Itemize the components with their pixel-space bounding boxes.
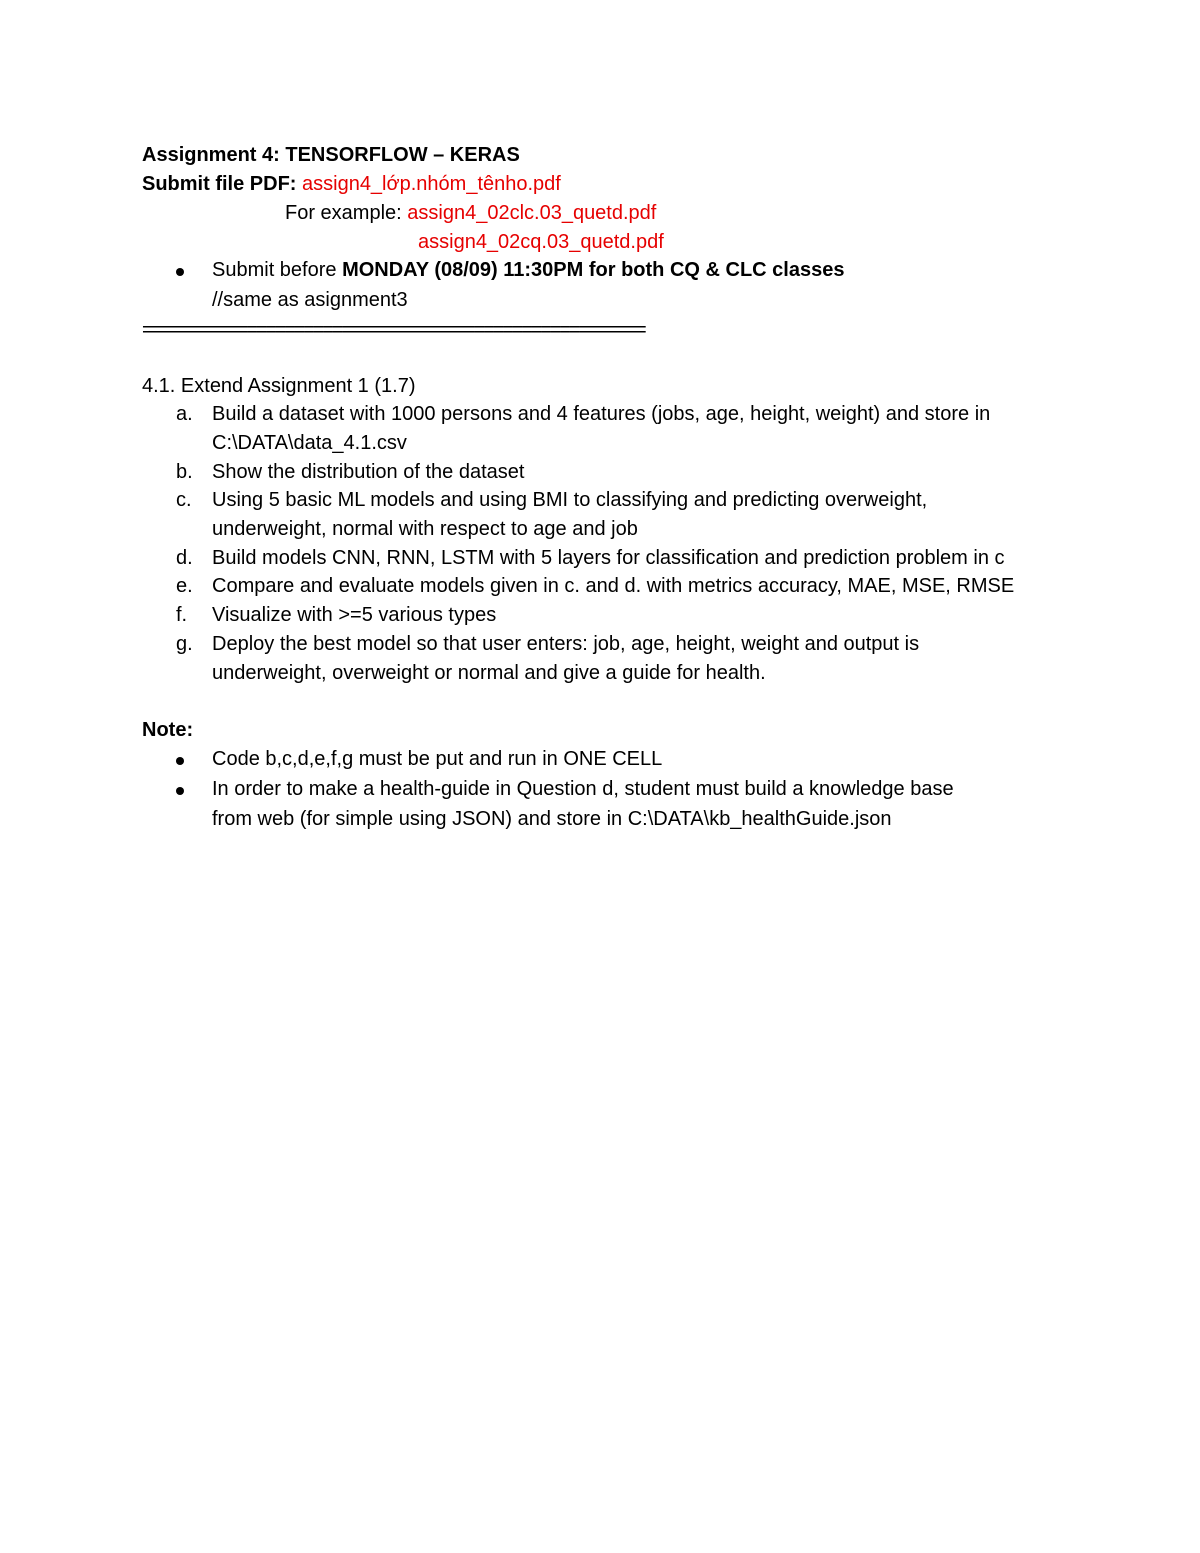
note-bullet-2-cont: from web (for simple using JSON) and store in C:\DATA\kb_healthGuide.json [212, 808, 892, 830]
bullet-dot [176, 787, 184, 795]
deadline-prefix: Submit before [212, 259, 343, 281]
separator-line: ===================================================== [142, 320, 645, 340]
item-a-text: Build a dataset with 1000 persons and 4 features (jobs, age, height, weight) and store in [212, 403, 991, 425]
example-file-2: assign4_02cq.03_quetd.pdf [418, 231, 664, 253]
example-file-1: assign4_02clc.03_quetd.pdf [407, 202, 657, 224]
deadline-date: MONDAY (08/09) 11:30PM for both CQ & CLC classes [342, 259, 845, 281]
example-label: For example: [285, 202, 408, 224]
item-d-text: Build models CNN, RNN, LSTM with 5 layers for classification and prediction problem in c [212, 547, 1005, 569]
item-e-text: Compare and evaluate models given in c. and d. with metrics accuracy, MAE, MSE, RMSE [212, 575, 1015, 597]
item-b-text: Show the distribution of the dataset [212, 461, 525, 483]
submit-file-name: assign4_lớp.nhóm_tênho.pdf [302, 173, 561, 195]
item-f-marker: f. [176, 604, 188, 626]
item-b-marker: b. [176, 461, 193, 483]
bullet-dot [176, 757, 184, 765]
item-a-marker: a. [176, 403, 193, 425]
deadline-line [212, 256, 844, 285]
note-heading: Note: [142, 719, 194, 741]
submit-line [142, 170, 561, 199]
deadline-note: //same as asignment3 [212, 289, 408, 311]
note-bullet-1: Code b,c,d,e,f,g must be put and run in ONE CELL [212, 748, 663, 770]
section-heading: 4.1. Extend Assignment 1 (1.7) [142, 375, 416, 397]
item-e-marker: e. [176, 575, 193, 597]
assignment-title: Assignment 4: TENSORFLOW – KERAS [142, 144, 520, 166]
example-line [285, 199, 656, 228]
item-c-text: Using 5 basic ML models and using BMI to classifying and predicting overweight, [212, 489, 928, 511]
item-g-text-cont: underweight, overweight or normal and give a guide for health. [212, 662, 766, 684]
item-g-marker: g. [176, 633, 193, 655]
note-bullet-2: In order to make a health-guide in Question d, student must build a knowledge base [212, 778, 954, 800]
item-c-marker: c. [176, 489, 192, 511]
item-a-text-cont: C:\DATA\data_4.1.csv [212, 432, 407, 454]
item-g-text: Deploy the best model so that user enters: job, age, height, weight and output is [212, 633, 920, 655]
submit-label: Submit file PDF: [142, 173, 302, 195]
item-c-text-cont: underweight, normal with respect to age and job [212, 518, 638, 540]
item-f-text: Visualize with >=5 various types [212, 604, 497, 626]
bullet-dot [176, 268, 184, 276]
item-d-marker: d. [176, 547, 193, 569]
